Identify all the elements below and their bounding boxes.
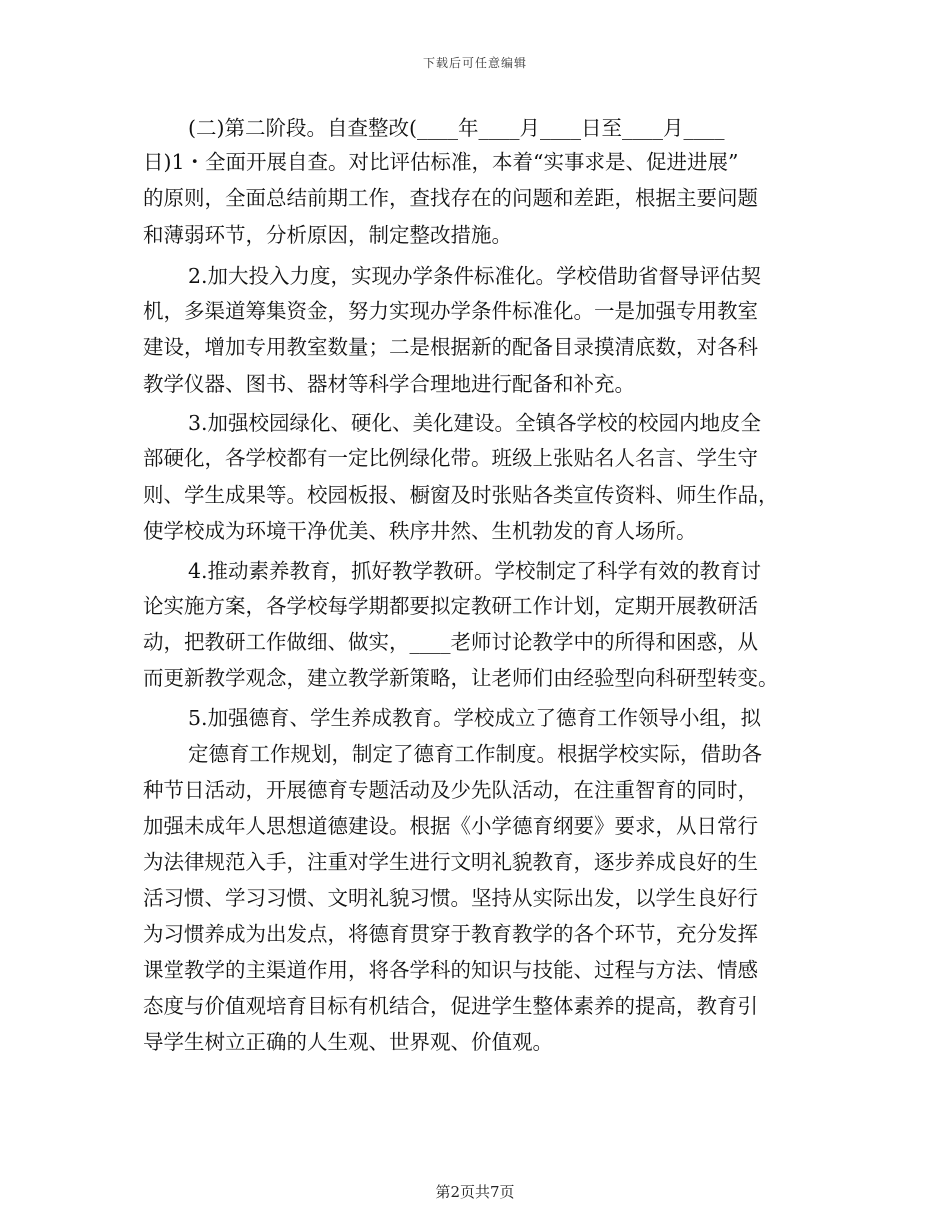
text-line: 为法律规范入手，注重对学生进行文明礼貌教育，逐步养成良好的生 — [143, 850, 758, 874]
text-line: 部硬化，各学校都有一定比例绿化带。班级上张贴名人名言、学生守 — [143, 446, 758, 470]
page-header: 下载后可任意编辑 — [422, 56, 527, 70]
text-line: 则、学生成果等。校园板报、橱窗及时张贴各类宣传资料、师生作品， — [143, 483, 779, 507]
text-line: 课堂教学的主渠道作用，将各学科的知识与技能、过程与方法、情感 — [143, 958, 758, 982]
text-line: 导学生树立正确的人生观、世界观、价值观。 — [143, 1030, 553, 1054]
page-footer: 第2页共7页 — [435, 1183, 515, 1201]
text-line: 态度与价值观培育目标有机结合，促进学生整体素养的提高，教育引 — [143, 994, 758, 1018]
text-line: 活习惯、学习习惯、文明礼貌习惯。坚持从实际出发，以学生良好行 — [143, 886, 758, 910]
text-line: 3.加强校园绿化、硬化、美化建设。全镇各学校的校园内地皮全 — [188, 411, 762, 435]
text-line: 日)1・全面开展自查。对比评估标准，本着“实事求是、促进进展” — [143, 150, 739, 174]
text-line: 定德育工作规划，制定了德育工作制度。根据学校实际，借助各 — [188, 742, 762, 766]
text-line: 种节日活动，开展德育专题活动及少先队活动，在注重智育的同时， — [143, 778, 758, 802]
text-line: 机，多渠道筹集资金，努力实现办学条件标准化。一是加强专用教室 — [143, 299, 758, 323]
text-line: 加强未成年人思想道德建设。根据《小学德育纲要》要求，从日常行 — [143, 814, 758, 838]
text-line: 动，把教研工作做细、做实，____老师讨论教学中的所得和困惑，从 — [143, 630, 758, 654]
text-line: 2.加大投入力度，实现办学条件标准化。学校借助省督导评估契 — [188, 264, 762, 288]
text-line: 论实施方案，各学校每学期都要拟定教研工作计划，定期开展教研活 — [143, 594, 758, 618]
text-line: 而更新教学观念，建立教学新策略，让老师们由经验型向科研型转变。 — [143, 666, 779, 690]
text-line: 教学仪器、图书、器材等科学合理地进行配备和补充。 — [143, 372, 635, 396]
text-line: 建设，增加专用教室数量；二是根据新的配备目录摸清底数，对各科 — [143, 335, 758, 359]
text-line: 为习惯养成为出发点，将德育贯穿于教育教学的各个环节，充分发挥 — [143, 922, 758, 946]
text-line: 的原则，全面总结前期工作，查找存在的问题和差距，根据主要问题 — [143, 186, 758, 210]
text-line: 5.加强德育、学生养成教育。学校成立了德育工作领导小组，拟 — [188, 706, 762, 730]
text-line: 4.推动素养教育，抓好教学教研。学校制定了科学有效的教育讨 — [188, 559, 762, 583]
text-line: 和薄弱环节，分析原因，制定整改措施。 — [143, 223, 512, 247]
text-line: 使学校成为环境干净优美、秩序井然、生机勃发的育人场所。 — [143, 519, 697, 543]
text-line: (二)第二阶段。自查整改(____年____月____日至____月____ — [188, 116, 725, 140]
